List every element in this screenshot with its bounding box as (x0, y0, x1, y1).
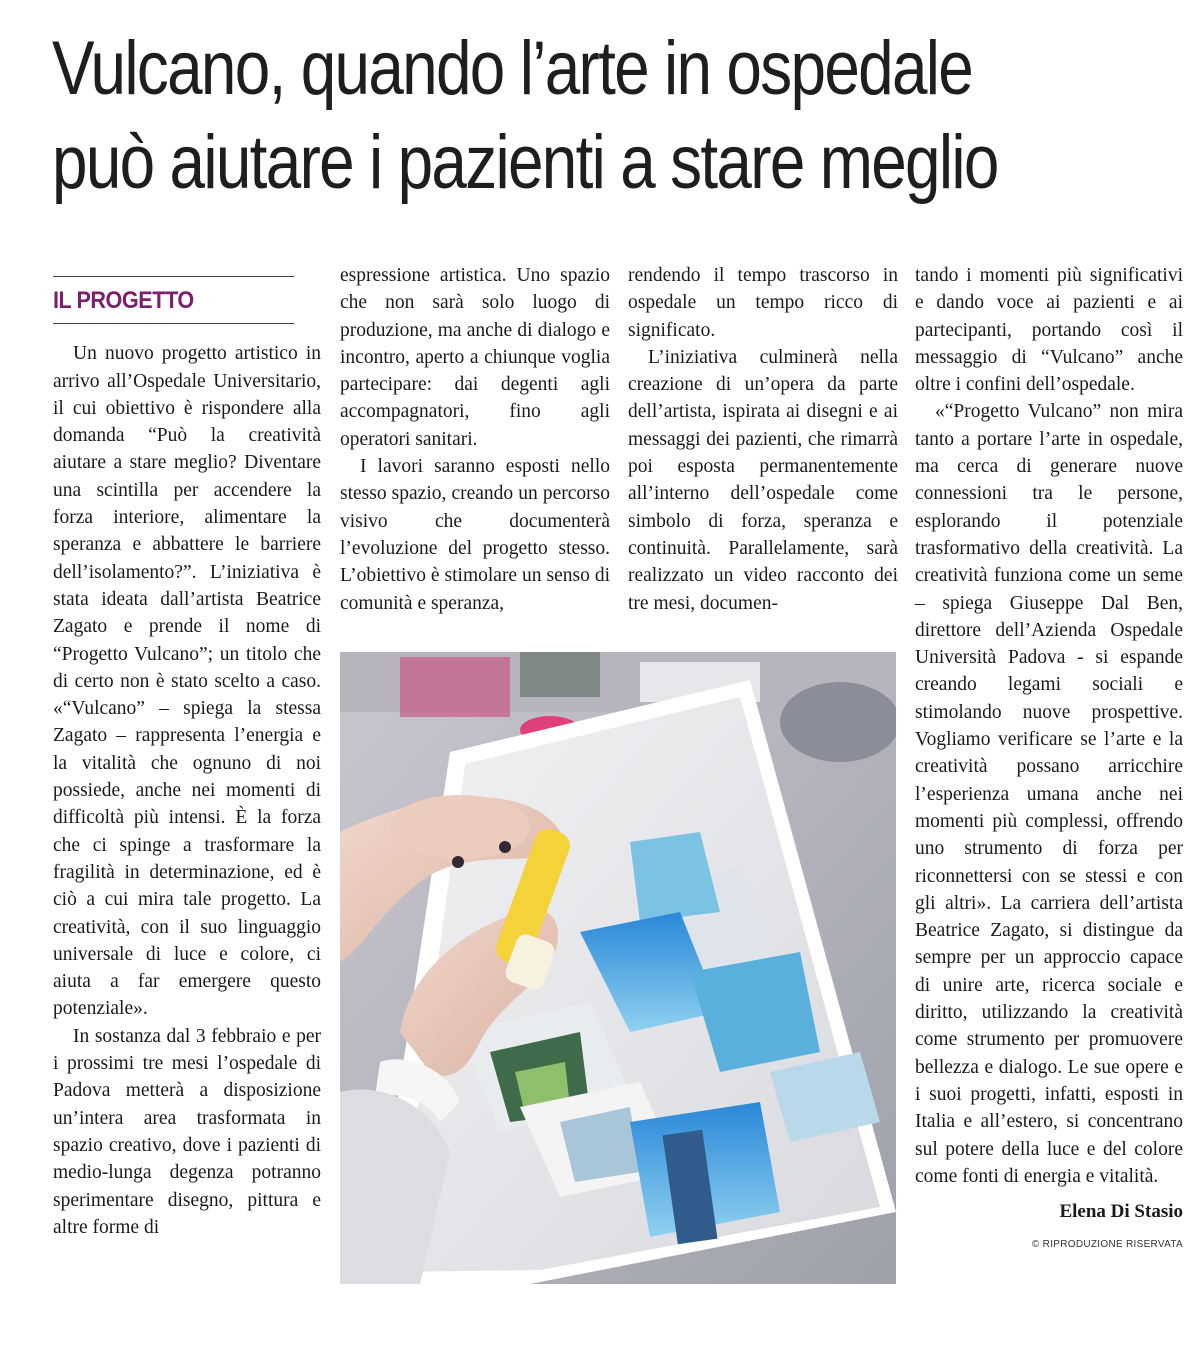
paragraph: espressione artistica. Uno spazio che non sarà solo luogo di produzione, ma anche di dialogo e incontro, aperto a chiunque voglia partecipare: dai degenti agli accompagnatori, fino agli operatori sanitari. (340, 265, 610, 450)
paragraph: I lavori saranno esposti nello stesso spazio, creando un percorso visivo che documenterà l’evoluzione del progetto stesso. L’obiettivo è stimolare un senso di comunità e speranza, (340, 456, 610, 614)
byline: Elena Di Stasio (1059, 1201, 1183, 1223)
section-kicker: IL PROGETTO (53, 276, 294, 324)
column-1 (53, 262, 321, 1241)
paragraph: Un nuovo progetto artistico in arrivo all’Ospedale Universitario, il cui obiettivo è rispondere alla domanda “Può la creatività aiutare a stare meglio? Diventare una scintilla per accendere la forza interiore, alimentare la speranza e abbattere le barriere dell’isolamento?”. L’iniziativa è stata ideata dall’artista Beatrice Zagato e prende il nome di “Progetto Vulcano”; un titolo che di certo non è stato scelto a caso. «“Vulcano” – spiega la stessa Zagato – rappresenta l’energia e la vitalità che ognuno di noi possiede, anche nei momenti di difficoltà più intensi. È la forza che ci spinge a trasformare la fragilità in determinazione, ed è ciò a cui mira tale progetto. La creatività, con il suo linguaggio universale di luce e colore, ci aiuta a far emergere questo potenziale». (53, 343, 321, 1020)
column-4 (915, 262, 1183, 1259)
column-3 (628, 262, 898, 617)
headline-line-2: può aiutare i pazienti a stare meglio (52, 120, 998, 205)
article-photo (340, 652, 896, 1284)
copyright-notice: © RIPRODUZIONE RISERVATA (1031, 1239, 1183, 1251)
paragraph: tando i momenti più significativi e dando voce ai pazienti e ai partecipanti, portando così il messaggio di “Vulcano” anche oltre i confini dell’ospedale. (915, 265, 1183, 396)
headline (52, 22, 1001, 210)
paragraph: «“Progetto Vulcano” non mira tanto a portare l’arte in ospedale, ma cerca di generare nuove connessioni tra le persone, esplorando il potenziale trasformativo della creatività. La creatività funziona come un seme – spiega Giuseppe Dal Ben, direttore dell’Azienda Ospedale Università Padova - si espande creando legami sociali e stimolando nuove prospettive. Vogliamo verificare se l’arte e la creatività possano arricchire l’esperienza umana anche nei momenti più complessi, offrendo uno strumento di forza per riconnettersi con se stessi e con gli altri». La carriera dell’artista Beatrice Zagato, si distingue da sempre per un approccio capace di unire arte, ricerca sociale e diritto, utilizzando la creatività come strumento per promuovere bellezza e dialogo. Le sue opere e i suoi progetti, infatti, esposti in Italia e all’estero, si concentrano sul potere della luce e del colore come fonti di energia e vitalità. (915, 401, 1183, 1187)
photo-collage-illustration (340, 652, 896, 1284)
column-2 (340, 262, 610, 617)
paragraph: L’iniziativa culminerà nella creazione di un’opera da parte dell’artista, ispirata ai disegni e ai messaggi dei pazienti, che rimarrà poi esposta permanentemente all’interno dell’ospedale come simbolo di forza, speranza e continuità. Parallelamente, sarà realizzato un video racconto dei tre mesi, documen- (628, 346, 898, 614)
paragraph: In sostanza dal 3 febbraio e per i prossimi tre mesi l’ospedale di Padova metterà a disposizione un’intera area trasformata in spazio creativo, dove i pazienti di medio-lunga degenza potranno sperimentare disegno, pittura e altre forme di (53, 1025, 321, 1238)
headline-line-1: Vulcano, quando l’arte in ospedale (52, 26, 973, 111)
paragraph: rendendo il tempo trascorso in ospedale un tempo ricco di significato. (628, 265, 898, 341)
